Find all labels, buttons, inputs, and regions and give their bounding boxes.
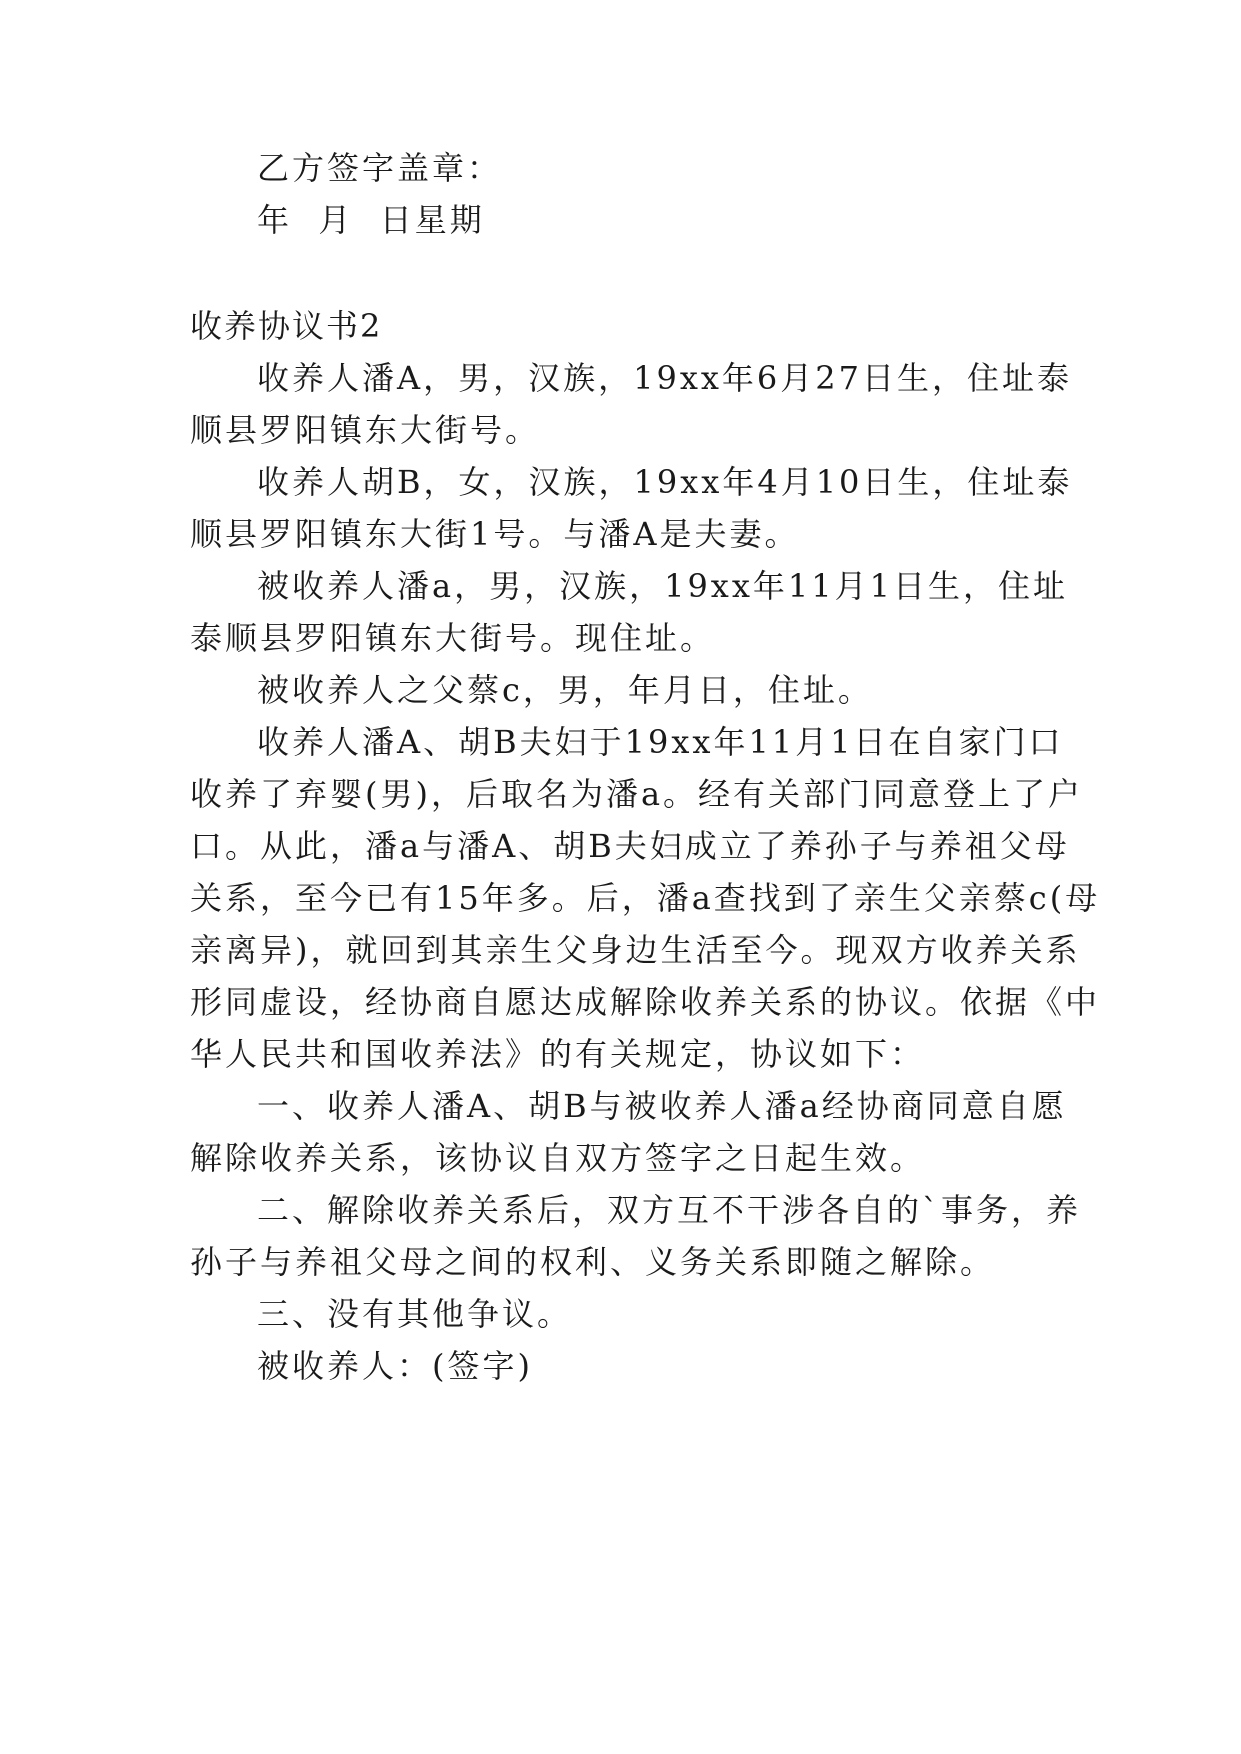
date-line: 年 月 日星期: [257, 201, 485, 239]
paragraph-line: 形同虚设，经协商自愿达成解除收养关系的协议。依据《中: [190, 983, 1101, 1021]
paragraph-line: 华人民共和国收养法》的有关规定，协议如下：: [190, 1035, 926, 1073]
clause-line: 解除收养关系，该协议自双方签字之日起生效。: [190, 1139, 926, 1177]
paragraph-line: 关系，至今已有15年多。后，潘a查找到了亲生父亲蔡c(母: [190, 879, 1101, 917]
clause-line: 二、解除收养关系后，双方互不干涉各自的`事务，养: [257, 1191, 1082, 1229]
paragraph-line: 收养人潘A、胡B夫妇于19xx年11月1日在自家门口: [257, 723, 1064, 761]
paragraph-line: 收养了弃婴(男)，后取名为潘a。经有关部门同意登上了户: [190, 775, 1084, 813]
paragraph-line: 亲离异)，就回到其亲生父身边生活至今。现双方收养关系: [190, 931, 1081, 969]
clause-line: 三、没有其他争议。: [257, 1295, 573, 1333]
paragraph-line: 泰顺县罗阳镇东大街号。现住址。: [190, 619, 716, 657]
paragraph-line: 被收养人之父蔡c，男，年月日，住址。: [257, 671, 873, 709]
adoptee-signature-line: 被收养人：(签字): [257, 1347, 533, 1385]
paragraph-line: 顺县罗阳镇东大街1号。与潘A是夫妻。: [190, 515, 800, 553]
paragraph-line: 顺县罗阳镇东大街号。: [190, 411, 541, 449]
paragraph-line: 口。从此，潘a与潘A、胡B夫妇成立了养孙子与养祖父母: [190, 827, 1070, 865]
paragraph-line: 收养人胡B，女，汉族，19xx年4月10日生，住址泰: [257, 463, 1073, 501]
agreement-title: 收养协议书2: [190, 307, 383, 345]
clause-line: 一、收养人潘A、胡B与被收养人潘a经协商同意自愿: [257, 1087, 1067, 1125]
paragraph-line: 被收养人潘a，男，汉族，19xx年11月1日生，住址: [257, 567, 1068, 605]
party-b-signature-line: 乙方签字盖章：: [257, 149, 503, 187]
paragraph-line: 收养人潘A，男，汉族，19xx年6月27日生，住址泰: [257, 359, 1073, 397]
clause-line: 孙子与养祖父母之间的权利、义务关系即随之解除。: [190, 1243, 996, 1281]
